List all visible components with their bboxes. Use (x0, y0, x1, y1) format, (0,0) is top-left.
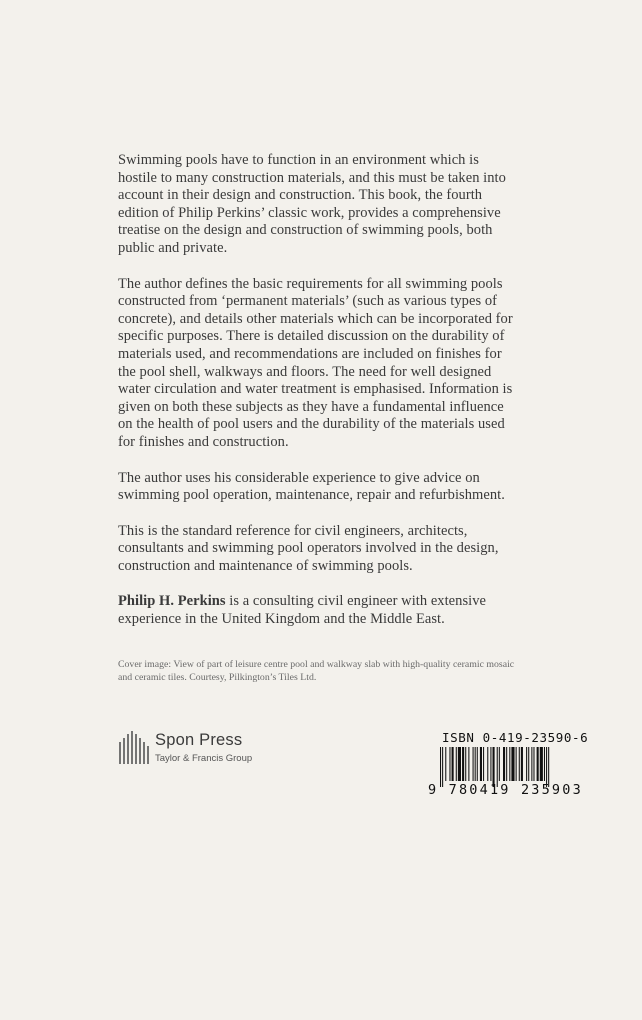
author-bio-paragraph (118, 593, 518, 628)
publisher-logo (118, 728, 318, 768)
blurb-paragraph-4: This is the standard reference for civil engineers, architects, consultants and swimming pool operators involved in the design, construction and maintenance of swimming pools. (118, 522, 499, 574)
isbn-label: ISBN 0-419-23590-6 (442, 730, 589, 745)
author-bio: is a consulting civil engineer with extensive experience in the United Kingdom and the Middle East. (118, 593, 487, 628)
publisher-group: Taylor & Francis Group (155, 753, 253, 764)
barcode-digits: 9 780419 235903 (428, 782, 583, 798)
publisher-name: Spon Press (155, 731, 243, 749)
author-name: Philip H. Perkins (118, 593, 226, 610)
isbn-barcode-block (428, 730, 590, 800)
cover-image-caption: Cover image: View of part of leisure centre pool and walkway slab with high-quality ceramic mosaic and ceramic tiles. Courtesy, Pilkington’s Tiles Ltd. (118, 659, 515, 683)
barcode (440, 747, 588, 787)
blurb-paragraph-1: Swimming pools have to function in an environment which is hostile to many construction materials, and this must be taken into account in their design and construction. This book, the fourth edition of Philip Perkins’ classic work, provides a comprehensive treatise on the design and construction of swimming pools, both public and private. (118, 152, 506, 256)
blurb-paragraph-3: The author uses his considerable experience to give advice on swimming pool operation, maintenance, repair and refurbishment. (118, 469, 505, 504)
spon-press-logo-icon (118, 728, 150, 768)
blurb-paragraph-2: The author defines the basic requirements for all swimming pools constructed from ‘permanent materials’ (such as various types of concrete), and details other materials which can be incorporated for specific purposes. There is detailed discussion on the durability of materials used, and recommendations are included on finishes for the pool shell, walkways and floors. The need for well designed water circulation and water treatment is emphasised. Information is given on both these subjects as they have a fundamental influence on the health of pool users and the durability of the materials used for finishes and construction. (118, 275, 513, 450)
back-cover-blurb (118, 152, 518, 647)
